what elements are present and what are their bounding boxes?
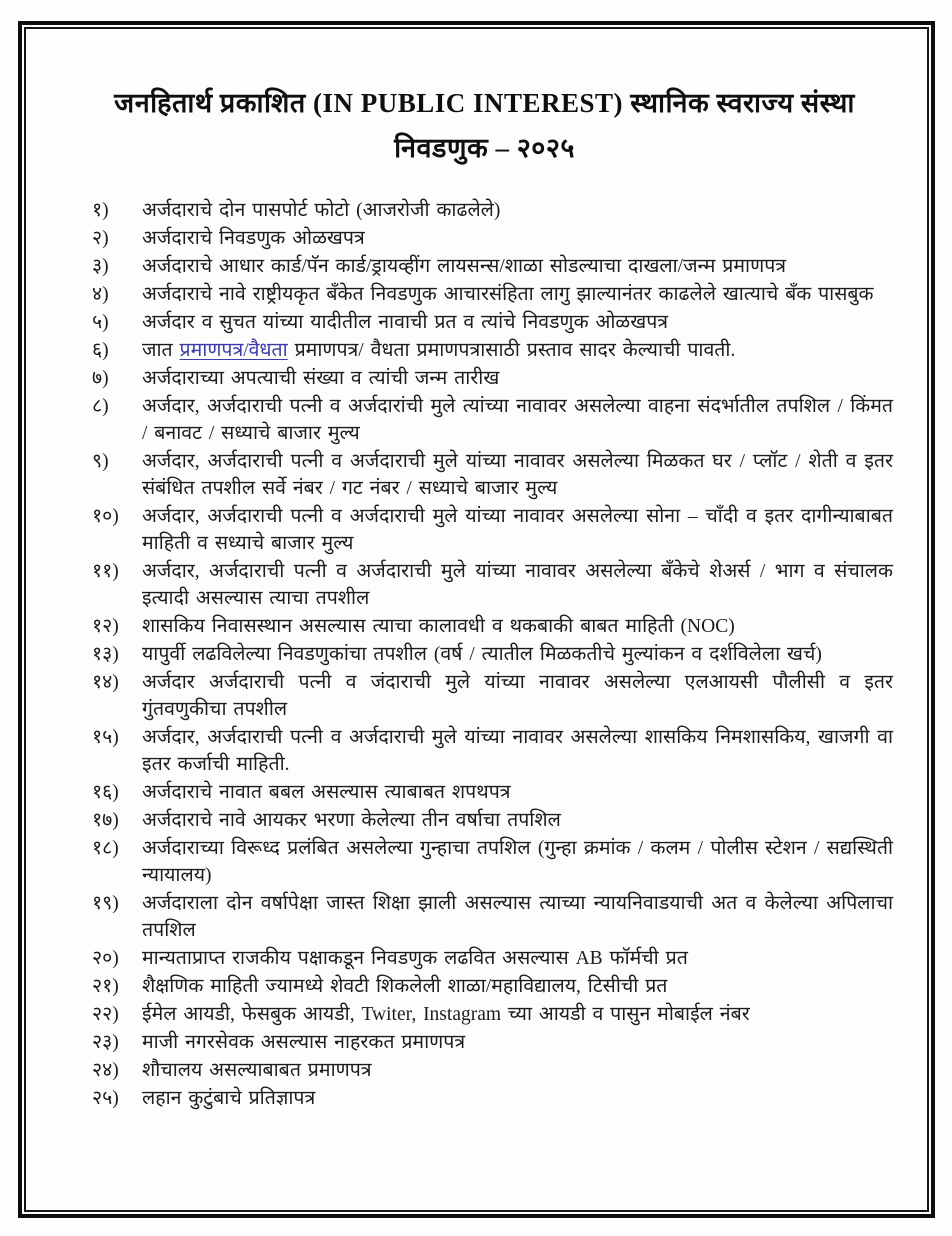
item-number: १३) — [92, 644, 119, 665]
list-item — [82, 945, 897, 972]
item-text: ईमेल आयडी, फेसबुक आयडी, Twiter, Instagram च्या आयडी व पासुन मोबाईल नंबर — [142, 1004, 750, 1025]
list-item — [82, 669, 897, 723]
item-text: लहान कुटुंबाचे प्रतिज्ञापत्र — [142, 1088, 316, 1109]
item-text: शौचालय असल्याबाबत प्रमाणपत्र — [142, 1060, 372, 1081]
item-text: अर्जदाराचे निवडणुक ओळखपत्र — [142, 228, 365, 249]
list-item — [82, 281, 897, 308]
item-text: अर्जदार, अर्जदाराची पत्नी व अर्जदाराची मुले यांच्या नावावर असलेल्या शासकिय निमशासकिय, खाजगी वा इतर कर्जाची माहिती. — [142, 727, 893, 775]
item-text: अर्जदार, अर्जदाराची पत्नी व अर्जदाराची मुले यांच्या नावावर असलेल्या मिळकत घर / प्लॉट / शेती व इतर संबंधित तपशील सर्वे नंबर / गट नंबर / सध्याचे बाजार मुल्य — [142, 451, 893, 499]
item-text: अर्जदार, अर्जदाराची पत्नी व अर्जदाराची मुले यांच्या नावावर असलेल्या बँकेचे शेअर्स / भाग व संचालक इत्यादी असल्यास त्याचा तपशील — [142, 561, 893, 609]
item-number: ६) — [92, 340, 109, 361]
item-text: शैक्षणिक माहिती ज्यामध्ये शेवटी शिकलेली शाळा/महाविद्यालय, टिसीची प्रत — [142, 976, 668, 997]
list-item — [82, 253, 897, 280]
list-item — [82, 197, 897, 224]
item-number: १७) — [92, 810, 119, 831]
list-item — [82, 1001, 897, 1028]
item-text: अर्जदाराच्या विरूध्द प्रलंबित असलेल्या गुन्हाचा तपशिल (गुन्हा क्रमांक / कलम / पोलीस स्टेशन / सद्यस्थिती न्यायालय) — [142, 838, 893, 886]
item-number: १०) — [92, 506, 119, 527]
item-number: १८) — [92, 838, 119, 859]
item-number: १४) — [92, 672, 119, 693]
item-number: १९) — [92, 893, 119, 914]
item-number: ८) — [92, 396, 109, 417]
item-text: अर्जदार, अर्जदाराची पत्नी व अर्जदाराची मुले यांच्या नावावर असलेल्या सोना – चॉंदी व इतर दागीन्याबाबत माहिती व सध्याचे बाजार मुल्य — [142, 506, 893, 554]
list-item — [82, 835, 897, 889]
item-text: अर्जदार, अर्जदाराची पत्नी व अर्जदारांची मुले त्यांच्या नावावर असलेल्या वाहना संदर्भातील तपशिल / किंमत / बनावट / सध्याचे बाजार मुल्य — [142, 396, 893, 444]
item-number: १) — [92, 200, 109, 221]
item-number: २१) — [92, 976, 119, 997]
item-text: यापुर्वी लढविलेल्या निवडणुकांचा तपशील (वर्ष / त्यातील मिळकतीचे मुल्यांकन व दर्शविलेला खर्च) — [142, 644, 822, 665]
item-text-segment: प्रमाणपत्र/ वैधता प्रमाणपत्रासाठी प्रस्ताव सादर केल्याची पावती. — [287, 340, 736, 361]
list-item — [82, 558, 897, 612]
list-item — [82, 1029, 897, 1056]
item-text-segment: जात — [142, 340, 180, 361]
item-number: २) — [92, 228, 109, 249]
item-text: अर्जदाराचे नावे राष्ट्रीयकृत बँकेत निवडणुक आचारसंहिता लागु झाल्यानंतर काढलेले खात्याचे बँक पासबुक — [142, 284, 874, 305]
title-line-1: जनहितार्थ प्रकाशित (IN PUBLIC INTEREST) स्थानिक स्वराज्य संस्था — [114, 88, 855, 118]
list-item — [82, 724, 897, 778]
item-number: २२) — [92, 1004, 119, 1025]
item-text: अर्जदाराचे आधार कार्ड/पॅन कार्ड/ड्रायव्हींग लायसन्स/शाळा सोडल्याचा दाखला/जन्म प्रमाणपत्र — [142, 256, 787, 277]
item-text: शासकिय निवासस्थान असल्यास त्याचा कालावधी व थकबाकी बाबत माहिती (NOC) — [142, 616, 735, 637]
item-number: ५) — [92, 312, 109, 333]
list-item — [82, 393, 897, 447]
list-item — [82, 613, 897, 640]
item-text: अर्जदाराचे नावे आयकर भरणा केलेल्या तीन वर्षाचा तपशिल — [142, 810, 561, 831]
list-item — [82, 309, 897, 336]
item-number: २४) — [92, 1060, 119, 1081]
list-item — [82, 779, 897, 806]
page-border-inner-line — [24, 27, 929, 1212]
item-number: १६) — [92, 782, 119, 803]
title-line-2: निवडणुक – २०२५ — [394, 133, 575, 163]
item-text: अर्जदार अर्जदाराची पत्नी व जंदाराची मुले यांच्या नावावर असलेल्या एलआयसी पौलीसी व इतर गुंतवणुकीचा तपशील — [142, 672, 893, 720]
item-text: माजी नगरसेवक असल्यास नाहरकत प्रमाणपत्र — [142, 1032, 466, 1053]
list-item — [82, 973, 897, 1000]
item-text — [142, 337, 897, 364]
list-item — [82, 365, 897, 392]
item-number: ७) — [92, 368, 109, 389]
item-number: ९) — [92, 451, 109, 472]
item-number: ११) — [92, 561, 119, 582]
item-number: १२) — [92, 616, 119, 637]
item-number: ३) — [92, 256, 109, 277]
list-item — [82, 1057, 897, 1084]
item-text: अर्जदाराचे नावात बबल असल्यास त्याबाबत शपथपत्र — [142, 782, 511, 803]
list-item — [82, 807, 897, 834]
item-number: २५) — [92, 1088, 119, 1109]
item-text: मान्यताप्राप्त राजकीय पक्षाकडून निवडणुक लढवित असल्यास AB फॉर्मची प्रत — [142, 948, 688, 969]
document-title — [82, 81, 887, 171]
list-item — [82, 890, 897, 944]
page-border-frame — [18, 21, 935, 1218]
item-number: १५) — [92, 727, 119, 748]
item-number: २०) — [92, 948, 119, 969]
document-content — [26, 29, 927, 1210]
requirements-list — [82, 197, 897, 1112]
item-number: ४) — [92, 284, 109, 305]
list-item — [82, 503, 897, 557]
item-text: अर्जदार व सुचत यांच्या यादीतील नावाची प्रत व त्यांचे निवडणुक ओळखपत्र — [142, 312, 669, 333]
list-item — [82, 448, 897, 502]
list-item — [82, 1085, 897, 1112]
caste-certificate-validity-link[interactable]: प्रमाणपत्र/वैधता — [179, 340, 288, 361]
item-text: अर्जदाराचे दोन पासपोर्ट फोटो (आजरोजी काढलेले) — [142, 200, 501, 221]
list-item — [82, 641, 897, 668]
list-item — [82, 225, 897, 252]
item-text: अर्जदाराच्या अपत्याची संख्या व त्यांची जन्म तारीख — [142, 368, 500, 389]
item-number: २३) — [92, 1032, 119, 1053]
item-text: अर्जदाराला दोन वर्षापेक्षा जास्त शिक्षा झाली असल्यास त्याच्या न्यायनिवाडयाची अत व केलेल्या अपिलाचा तपशिल — [142, 893, 893, 941]
list-item — [82, 337, 897, 364]
